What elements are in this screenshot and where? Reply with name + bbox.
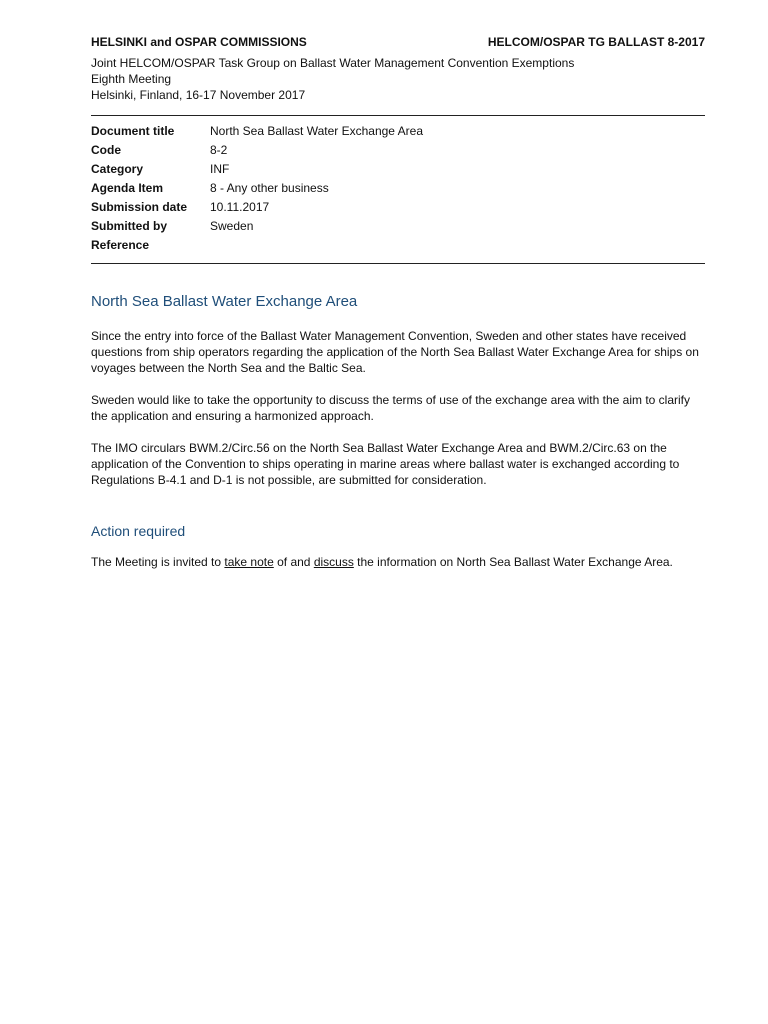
meta-row-submitted-by [91,217,705,236]
meta-value: North Sea Ballast Water Exchange Area [210,124,423,138]
meta-row-submission-date [91,198,705,217]
document-header [91,33,705,51]
meta-row-document-title [91,122,705,141]
divider-top [91,115,705,116]
paragraph-1: Since the entry into force of the Ballast Water Management Convention, Sweden and other states have received questions from ship operators regarding the application of the North Sea Ballast Water Exchange Area for ships on voyages between the North Sea and the Baltic Sea. [91,329,699,375]
paragraph-2: Sweden would like to take the opportunity to discuss the terms of use of the exchange area with the aim to clarify the application and ensuring a harmonized approach. [91,393,690,423]
meta-row-code [91,141,705,160]
action-text-part-2: of and [273,555,314,569]
section-heading: North Sea Ballast Water Exchange Area [91,293,358,310]
meta-label: Document title [91,124,175,138]
action-required-text [91,554,705,570]
meta-row-reference [91,236,705,255]
meeting-group: Joint HELCOM/OSPAR Task Group on Ballast Water Management Convention Exemptions [91,56,575,70]
meta-label: Submitted by [91,219,168,233]
meeting-number: Eighth Meeting [91,72,172,86]
meeting-place-date: Helsinki, Finland, 16-17 November 2017 [91,88,306,102]
header-commissions: HELSINKI and OSPAR COMMISSIONS [91,35,307,49]
meta-value: 8 - Any other business [210,181,329,195]
discuss-emphasis: discuss [313,555,354,569]
action-required-heading: Action required [91,523,186,539]
action-text-part-1: The Meeting is invited to [91,555,225,569]
meta-label: Submission date [91,200,188,214]
divider-bottom [91,263,705,264]
meta-row-agenda-item [91,179,705,198]
meta-label: Reference [91,238,150,252]
action-text-part-3: the information on North Sea Ballast Water Exchange Area. [353,555,673,569]
meta-value: Sweden [210,219,254,233]
paragraph-3: The IMO circulars BWM.2/Circ.56 on the North Sea Ballast Water Exchange Area and BWM.2/Circ.63 on the application of the Convention to ships operating in marine areas where ballast water is exchanged according to Regulations B-4.1 and D-1 is not possible, are submitted for consideration. [91,441,680,487]
meta-label: Code [91,143,121,157]
meta-value: 8-2 [210,143,228,157]
meta-row-category [91,160,705,179]
meeting-info [91,55,705,103]
meta-value [210,236,705,255]
meta-value: INF [210,162,230,176]
meta-value: 10.11.2017 [210,200,270,214]
document-metadata [91,122,705,255]
meta-label: Agenda Item [91,181,164,195]
header-document-ref: HELCOM/OSPAR TG BALLAST 8-2017 [487,35,705,49]
meta-label: Category [91,162,144,176]
document-page [91,33,705,570]
take-note-emphasis: take note [224,555,274,569]
